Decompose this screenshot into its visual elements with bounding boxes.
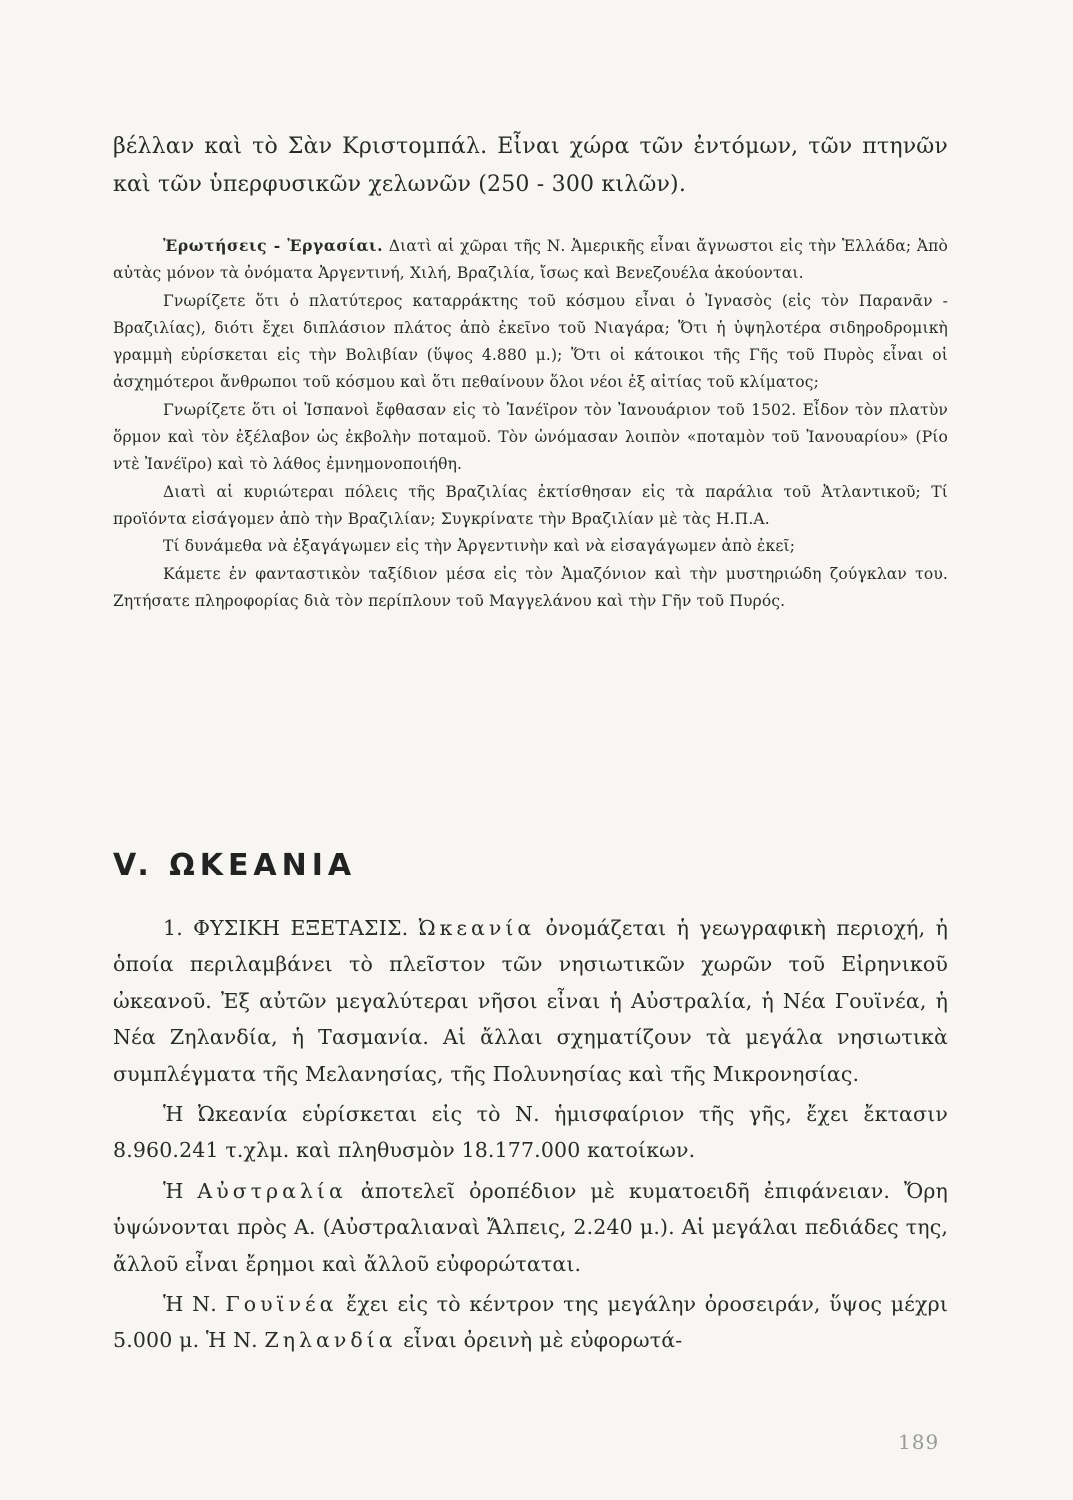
questions-p2: Γνωρίζετε ὅτι ὁ πλατύτερος καταρράκτης τοῦ κόσμου εἶναι ὁ Ἰγνασὸς (εἰς τὸν Παρανᾶν - Βραζιλίας), διότι ἔχει διπλάσιον πλάτος ἀπὸ ἐκεῖνο τοῦ Νιαγάρα; Ὅτι ἡ ὑψηλοτέρα σιδηροδρομικὴ γραμμὴ εὑρίσκεται εἰς τὴν Βολιβίαν (ὕψος 4.880 μ.); Ὅτι οἱ κάτοικοι τῆς Γῆς τοῦ Πυρὸς εἶναι οἱ ἀσχημότεροι ἄνθρωποι τοῦ κόσμου καὶ ὅτι πεθαίνουν ὅλοι νέοι ἐξ αἰτίας τοῦ κλίματος;	[113, 291, 948, 392]
term-zealand: Ζηλανδία	[264, 1328, 397, 1353]
p3-lead: Ἡ	[163, 1178, 198, 1203]
questions-p1	[113, 232, 948, 288]
questions-p3: Γνωρίζετε ὅτι οἱ Ἱσπανοὶ ἔφθασαν εἰς τὸ Ἰανέϊρον τὸν Ἰανουάριον τοῦ 1502. Εἶδον τὸν πλατὺν ὅρμον καὶ τὸν ἐξέλαβον ὡς ἐκβολὴν ποταμοῦ. Τὸν ὠνόμασαν λοιπὸν «ποταμὸν τοῦ Ἰανουαρίου» (Ρίο ντὲ Ἰανέϊρο) καὶ τὸ λάθος ἐμνημονοποιήθη.	[113, 400, 948, 474]
chapter-heading: V. ΩΚΕΑΝΙΑ	[113, 848, 357, 883]
questions-p4: Διατὶ αἱ κυριώτεραι πόλεις τῆς Βραζιλίας ἐκτίσθησαν εἰς τὰ παράλια τοῦ Ἀτλαντικοῦ; Τί προϊόντα εἰσάγομεν ἀπὸ τὴν Βραζιλίαν; Συγκρίνατε τὴν Βραζιλίαν μὲ τὰς Η.Π.Α.	[113, 482, 948, 528]
section-p1-text: ὀνομάζεται ἡ γεωγραφικὴ περιοχή, ἡ ὁποία περιλαμβάνει τὸ πλεῖστον τῶν νησιωτικῶν χωρῶν τοῦ Εἰρηνικοῦ ὠκεανοῦ. Ἐξ αὐτῶν μεγαλύτεραι νῆσοι εἶναι ἡ Αὐστραλία, ἡ Νέα Γουϊνέα, ἡ Νέα Ζηλανδία, ἡ Τασμανία. Αἱ ἄλλαι σχηματίζουν τὰ μεγάλα νησιωτικὰ συμπλέγματα τῆς Μελανησίας, τῆς Πολυνησίας καὶ τῆς Μικρονησίας.	[113, 916, 948, 1086]
oceania-section	[113, 910, 948, 1359]
questions-p1-text: Διατὶ αἱ χῶραι τῆς Ν. Ἀμερικῆς εἶναι ἄγνωστοι εἰς τὴν Ἑλλάδα; Ἀπὸ αὐτὰς μόνον τὰ ὀνόματα Ἀργεντινή, Χιλή, Βραζιλία, ἴσως καὶ Βενεζουέλα ἀκούονται.	[113, 237, 948, 283]
term-guinea: Γουϊνέα	[225, 1292, 338, 1317]
p4-text: εἶναι ὀρεινὴ μὲ εὐφορωτά-	[396, 1328, 683, 1353]
section-p1	[113, 910, 948, 1092]
questions-heading: Ἐρωτήσεις - Ἐργασίαι.	[163, 236, 384, 255]
term-oceania: Ὠκεανία	[418, 916, 536, 940]
intro-paragraph	[113, 128, 948, 204]
section-label: 1. ΦΥΣΙΚΗ ΕΞΕΤΑΣΙΣ.	[163, 916, 409, 940]
term-australia: Αὐστραλία	[197, 1178, 347, 1203]
p3-text: ἀποτελεῖ ὀροπέδιον μὲ κυματοειδῆ ἐπιφάνειαν. Ὄρη ὑψώνονται πρὸς Α. (Αὐστραλιαναὶ Ἄλπεις, 2.240 μ.). Αἱ μεγάλαι πεδιάδες της, ἄλλοῦ εἶναι ἔρημοι καὶ ἄλλοῦ εὐφορώταται.	[113, 1178, 948, 1276]
section-p2: Ἡ Ὠκεανία εὑρίσκεται εἰς τὸ Ν. ἡμισφαίριον τῆς γῆς, ἔχει ἔκτασιν 8.960.241 τ.χλμ. καὶ πληθυσμὸν 18.177.000 κατοίκων.	[113, 1102, 948, 1163]
page-number: 189	[898, 1430, 940, 1454]
questions-p5: Τί δυνάμεθα νὰ ἐξαγάγωμεν εἰς τὴν Ἀργεντινὴν καὶ νὰ εἰσαγάγωμεν ἀπὸ ἐκεῖ;	[163, 537, 796, 556]
p4-mid: ἔχει εἰς τὸ κέντρον της μεγάλην ὀροσειράν, ὕψος μέχρι 5.000 μ. Ἡ Ν.	[113, 1292, 949, 1353]
questions-p6: Κάμετε ἐν φανταστικὸν ταξίδιον μέσα εἰς τὸν Ἀμαζόνιον καὶ τὴν μυστηριώδη ζούγκλαν του. Ζητήσατε πληροφορίας διὰ τὸν περίπλουν τοῦ Μαγγελάνου καὶ τὴν Γῆν τοῦ Πυρός.	[113, 564, 948, 610]
section-p3	[113, 1173, 948, 1282]
questions-section	[113, 232, 948, 615]
section-p4	[113, 1286, 948, 1359]
p4-lead: Ἡ Ν.	[163, 1292, 226, 1317]
intro-text: βέλλαν καὶ τὸ Σὰν Κριστομπάλ. Εἶναι χώρα τῶν ἐντόμων, τῶν πτηνῶν καὶ τῶν ὑπερφυσικῶν χελωνῶν (250 - 300 κιλῶν).	[113, 134, 948, 197]
